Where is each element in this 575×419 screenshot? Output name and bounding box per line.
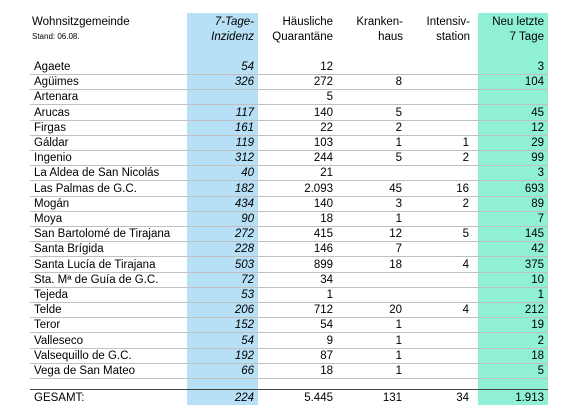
header-krankenhaus-2: haus: [378, 31, 403, 43]
header-quarantaene-2: Quarantäne: [272, 31, 333, 43]
row-divider: [30, 332, 548, 333]
cell-krankenhaus: 18: [389, 259, 402, 271]
header-neu-1: Neu letzte: [492, 16, 544, 28]
cell-quarantaene: 899: [313, 259, 333, 271]
header-neu-2: 7 Tage: [509, 31, 544, 43]
cell-neu: 29: [531, 137, 544, 149]
cell-inzidenz: 66: [241, 365, 254, 377]
cell-krankenhaus: 1: [395, 350, 402, 362]
cell-krankenhaus: 1: [395, 213, 402, 225]
cell-neu: 12: [531, 122, 544, 134]
cell-neu: 3: [537, 167, 544, 179]
header-gemeinde: Wohnsitzgemeinde: [32, 16, 130, 28]
cell-name: Telde: [34, 304, 62, 316]
cell-krankenhaus: 7: [395, 243, 402, 255]
cell-quarantaene: 244: [313, 152, 333, 164]
cell-quarantaene: 272: [313, 76, 333, 88]
cell-quarantaene: 712: [313, 304, 333, 316]
cell-name: Santa Brígida: [34, 243, 104, 255]
cell-neu: 19: [531, 319, 544, 331]
cell-quarantaene: 18: [320, 365, 333, 377]
cell-name: Agaete: [34, 61, 71, 73]
cell-neu: 693: [524, 183, 544, 195]
cell-neu: 2: [537, 335, 544, 347]
cell-quarantaene: 54: [320, 319, 333, 331]
cell-neu: 42: [531, 243, 544, 255]
cell-name: Gáldar: [34, 137, 69, 149]
cell-intensiv: 2: [462, 198, 469, 210]
header-krankenhaus-1: Kranken-: [356, 16, 403, 28]
cell-quarantaene: 87: [320, 350, 333, 362]
cell-krankenhaus: 45: [389, 183, 402, 195]
cell-neu: 104: [524, 76, 544, 88]
header-intensiv-2: station: [436, 31, 470, 43]
cell-inzidenz: 503: [234, 259, 254, 271]
cell-neu: 212: [524, 304, 544, 316]
cell-intensiv: 1: [462, 137, 469, 149]
cell-inzidenz: 90: [241, 213, 254, 225]
cell-krankenhaus: 8: [395, 76, 402, 88]
cell-name: Agüimes: [34, 76, 79, 88]
cell-krankenhaus: 1: [395, 137, 402, 149]
cell-quarantaene: 34: [320, 274, 333, 286]
header-inzidenz-2: Inzidenz: [211, 31, 254, 43]
cell-inzidenz: 206: [234, 304, 254, 316]
cell-neu: 10: [531, 274, 544, 286]
cell-quarantaene: 22: [320, 122, 333, 134]
cell-inzidenz: 72: [241, 274, 254, 286]
cell-quarantaene: 12: [320, 61, 333, 73]
cell-krankenhaus: 3: [395, 198, 402, 210]
cell-inzidenz: 326: [234, 76, 254, 88]
header-intensiv-1: Intensiv-: [426, 16, 470, 28]
cell-name: Vega de San Mateo: [34, 365, 136, 377]
total-neu: 1.913: [515, 392, 544, 404]
cell-neu: 1: [537, 289, 544, 301]
cell-krankenhaus: 5: [395, 107, 402, 119]
cell-inzidenz: 119: [235, 137, 254, 149]
cell-quarantaene: 21: [320, 167, 333, 179]
cell-quarantaene: 146: [313, 243, 333, 255]
cell-inzidenz: 117: [235, 107, 254, 119]
total-inzidenz: 224: [234, 392, 254, 404]
row-divider: [30, 180, 548, 181]
cell-inzidenz: 312: [234, 152, 254, 164]
cell-quarantaene: 140: [313, 107, 333, 119]
cell-name: Artenara: [34, 91, 79, 103]
total-label: GESAMT:: [34, 392, 85, 404]
cell-inzidenz: 53: [241, 289, 254, 301]
cell-quarantaene: 2.093: [304, 183, 333, 195]
cell-inzidenz: 161: [234, 122, 254, 134]
header-stand: Stand: 06.08.: [32, 32, 80, 41]
cell-neu: 375: [524, 259, 544, 271]
cell-quarantaene: 140: [313, 198, 333, 210]
cell-name: Ingenio: [34, 152, 72, 164]
cell-name: Las Palmas de G.C.: [34, 183, 137, 195]
cell-krankenhaus: 1: [395, 319, 402, 331]
total-divider: [30, 389, 548, 390]
cell-inzidenz: 152: [234, 319, 254, 331]
cell-neu: 145: [524, 228, 544, 240]
cell-krankenhaus: 2: [395, 122, 402, 134]
cell-neu: 3: [537, 61, 544, 73]
cell-krankenhaus: 20: [389, 304, 402, 316]
cell-name: Teror: [34, 319, 61, 331]
row-divider: [30, 256, 548, 257]
cell-name: Valsequillo de G.C.: [34, 350, 132, 362]
cell-quarantaene: 103: [313, 137, 333, 149]
cell-inzidenz: 192: [234, 350, 254, 362]
cell-neu: 99: [531, 152, 544, 164]
cell-inzidenz: 434: [234, 198, 254, 210]
header-quarantaene-1: Häusliche: [282, 16, 333, 28]
cell-inzidenz: 272: [234, 228, 254, 240]
cell-intensiv: 4: [462, 259, 469, 271]
cell-neu: 18: [531, 350, 544, 362]
total-intensiv: 34: [456, 392, 469, 404]
cell-krankenhaus: 5: [395, 152, 402, 164]
cell-name: Firgas: [34, 122, 66, 134]
cell-inzidenz: 228: [234, 243, 254, 255]
cell-name: Tejeda: [34, 289, 68, 301]
cell-neu: 45: [531, 107, 544, 119]
cell-name: Arucas: [34, 107, 70, 119]
cell-name: La Aldea de San Nicolás: [34, 167, 160, 179]
cell-intensiv: 4: [462, 304, 469, 316]
header-inzidenz-1: 7-Tage-: [214, 16, 254, 28]
cell-quarantaene: 9: [326, 335, 333, 347]
cell-neu: 5: [537, 365, 544, 377]
cell-inzidenz: 182: [234, 183, 254, 195]
cell-inzidenz: 54: [241, 61, 254, 73]
cell-krankenhaus: 1: [395, 365, 402, 377]
cell-name: Mogán: [34, 198, 70, 210]
total-quarantaene: 5.445: [304, 392, 333, 404]
total-krankenhaus: 131: [382, 392, 402, 404]
cell-intensiv: 5: [462, 228, 469, 240]
cell-name: Santa Lucía de Tirajana: [34, 259, 156, 271]
cell-name: Sta. Mª de Guía de G.C.: [34, 274, 159, 286]
cell-inzidenz: 40: [241, 167, 254, 179]
cell-intensiv: 16: [456, 183, 469, 195]
cell-neu: 89: [531, 198, 544, 210]
cell-quarantaene: 1: [326, 289, 333, 301]
cell-quarantaene: 415: [313, 228, 333, 240]
cell-krankenhaus: 12: [389, 228, 402, 240]
cell-intensiv: 2: [462, 152, 469, 164]
cell-name: Valleseco: [34, 335, 84, 347]
cell-quarantaene: 5: [326, 91, 333, 103]
cell-name: Moya: [34, 213, 63, 225]
cell-neu: 7: [537, 213, 544, 225]
row-divider: [30, 378, 548, 379]
row-divider: [30, 104, 548, 105]
cell-quarantaene: 18: [320, 213, 333, 225]
cell-inzidenz: 54: [241, 335, 254, 347]
cell-name: San Bartolomé de Tirajana: [34, 228, 171, 240]
cell-krankenhaus: 1: [395, 335, 402, 347]
